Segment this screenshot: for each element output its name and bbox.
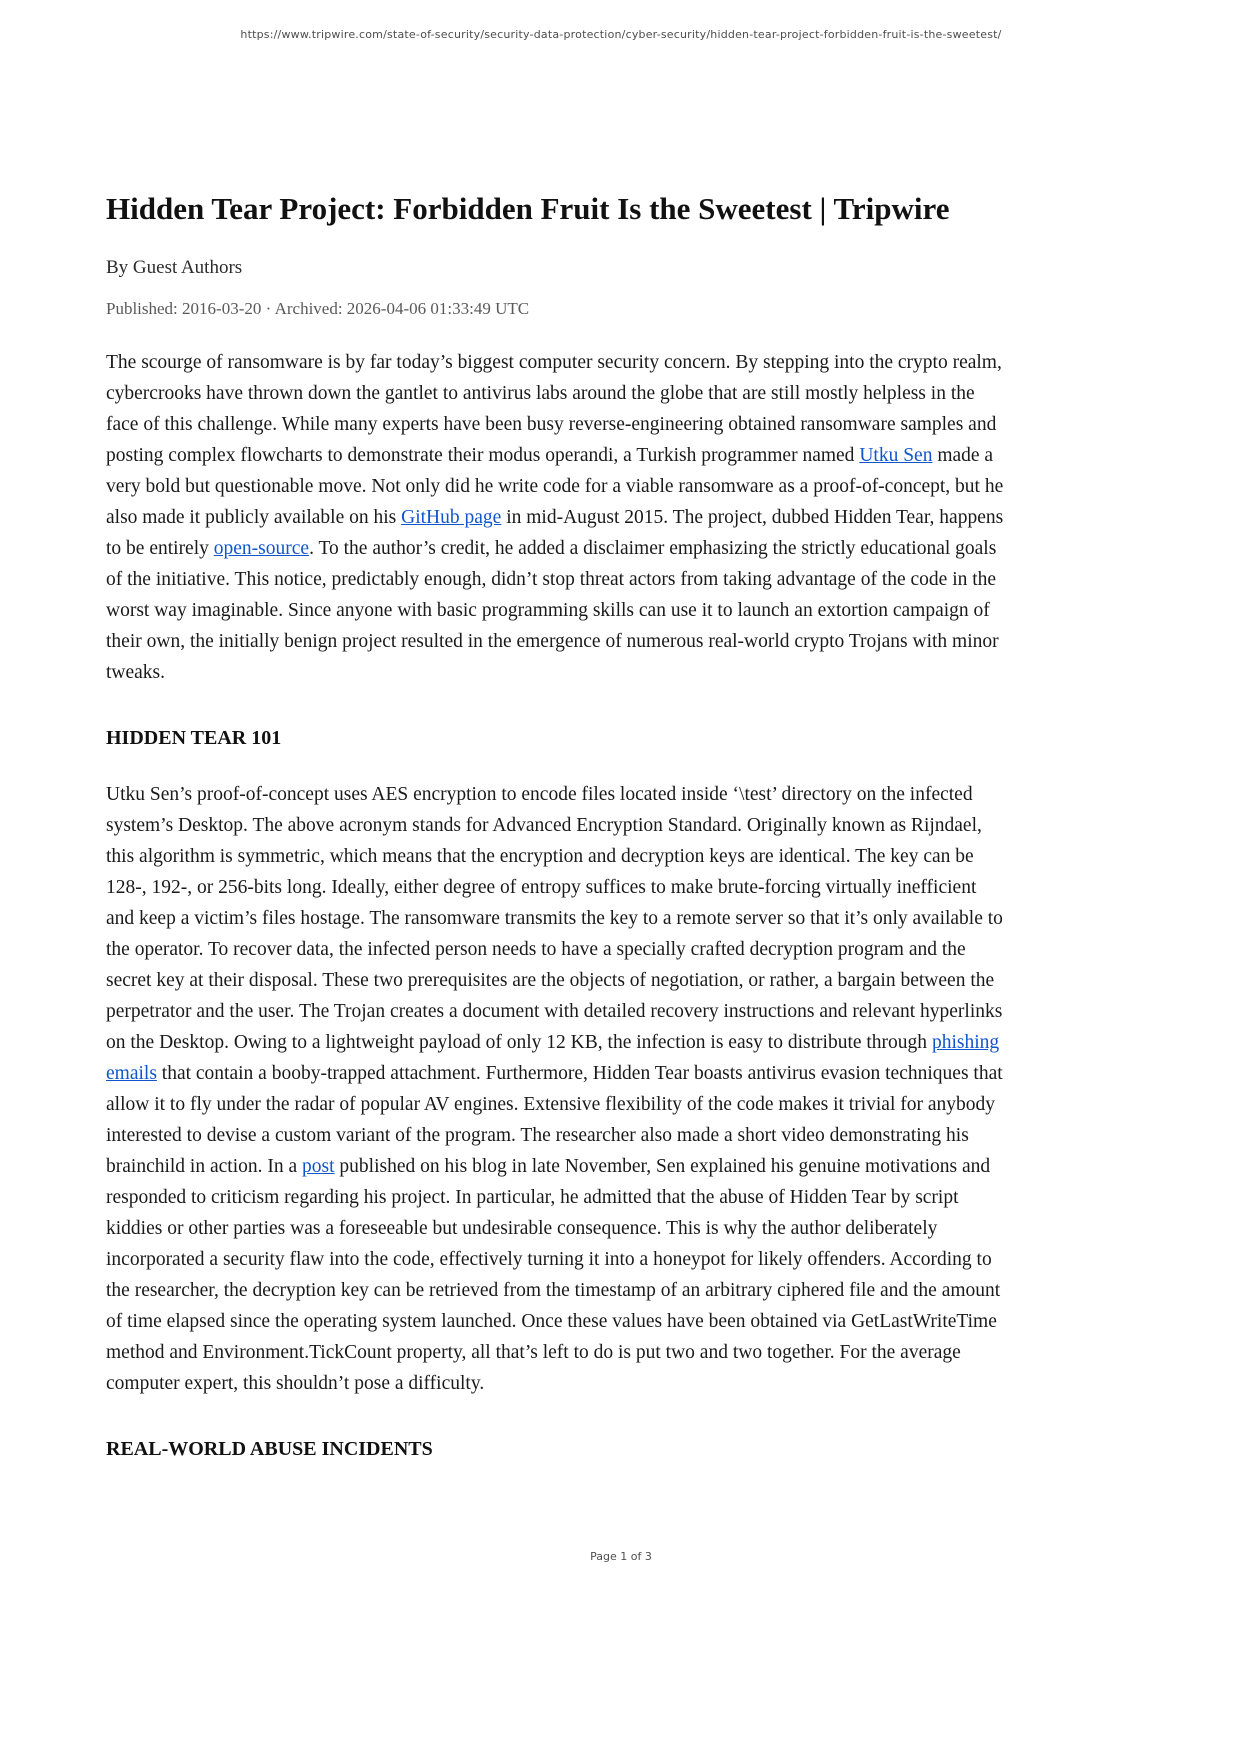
article-title: Hidden Tear Project: Forbidden Fruit Is the Sweetest | Tripwire xyxy=(106,191,950,226)
article-meta: Published: 2016-03-20 · Archived: 2026-04-06 01:33:49 UTC xyxy=(106,299,530,319)
section-heading-hidden-tear-101: HIDDEN TEAR 101 xyxy=(106,727,282,750)
section-heading-real-world-abuse-incidents: REAL-WORLD ABUSE INCIDENTS xyxy=(106,1438,433,1461)
article-byline: By Guest Authors xyxy=(106,257,243,279)
article-paragraph-2: Utku Sen’s proof-of-concept uses AES encryption to encode files located inside ‘\test’ directory on the infected system’s Desktop. The above acronym stands for Advanced Encryption Standard. Originally known as Rijndael, this algorithm is symmetric, which means that the encryption and decryption keys are identical. The key can be 128-, 192-, or 256-bits long. Ideally, either degree of entropy suffices to make brute-forcing virtually inefficient and keep a victim’s files hostage. The ransomware transmits the key to a remote server so that it’s only available to the operator. To recover data, the infected person needs to have a specially crafted decryption program and the secret key at their disposal. These two prerequisites are the objects of negotiation, or rather, a bargain between the perpetrator and the user. The Trojan creates a document with detailed recovery instructions and relevant hyperlinks on the Desktop. Owing to a lightweight payload of only 12 KB, the infection is easy to distribute through phishing emails that contain a booby-trapped attachment. Furthermore, Hidden Tear boasts antivirus evasion techniques that allow it to fly under the radar of popular AV engines. Extensive flexibility of the code makes it trivial for anybody interested to devise a custom variant of the program. The researcher also made a short video demonstrating his brainchild in action. In a post published on his blog in late November, Sen explained his genuine motivations and responded to criticism regarding his project. In particular, he admitted that the abuse of Hidden Tear by script kiddies or other parties was a foreseeable but undesirable consequence. This is why the author deliberately incorporated a security flaw into the code, effectively turning it into a honeypot for likely offenders. According to the researcher, the decryption key can be retrieved from the timestamp of an arbitrary ciphered file and the amount of time elapsed since the operating system launched. Once these values have been obtained via GetLastWriteTime method and Environment.TickCount property, all that’s left to do is put two and two together. For the average computer expert, this shouldn’t pose a difficulty. xyxy=(106,784,1003,1395)
inline-link[interactable]: phishing emails xyxy=(106,1032,1000,1085)
article-content xyxy=(106,0,1006,1462)
print-header-url: https://www.tripwire.com/state-of-security/security-data-protection/cyber-security/hidden-tear-project-forbidden-fruit-is-the-sweetest/ xyxy=(240,28,1002,41)
inline-link[interactable]: open-source xyxy=(213,538,310,560)
page-number: Page 1 of 3 xyxy=(590,1550,652,1563)
inline-link[interactable]: Utku Sen xyxy=(859,445,933,467)
inline-link[interactable]: post xyxy=(302,1156,335,1178)
article-paragraph-1: The scourge of ransomware is by far today’s biggest computer security concern. By stepping into the crypto realm, cybercrooks have thrown down the gantlet to antivirus labs around the globe that are still mostly helpless in the face of this challenge. While many experts have been busy reverse-engineering obtained ransomware samples and posting complex flowcharts to demonstrate their modus operandi, a Turkish programmer named Utku Sen made a very bold but questionable move. Not only did he write code for a viable ransomware as a proof-of-concept, but he also made it publicly available on his GitHub page in mid-August 2015. The project, dubbed Hidden Tear, happens to be entirely open-source. To the author’s credit, he added a disclaimer emphasizing the strictly educational goals of the initiative. This notice, predictably enough, didn’t stop threat actors from taking advantage of the code in the worst way imaginable. Since anyone with basic programming skills can use it to launch an extortion campaign of their own, the initially benign project resulted in the emergence of numerous real-world crypto Trojans with minor tweaks. xyxy=(106,352,1004,684)
inline-link[interactable]: GitHub page xyxy=(401,507,502,529)
